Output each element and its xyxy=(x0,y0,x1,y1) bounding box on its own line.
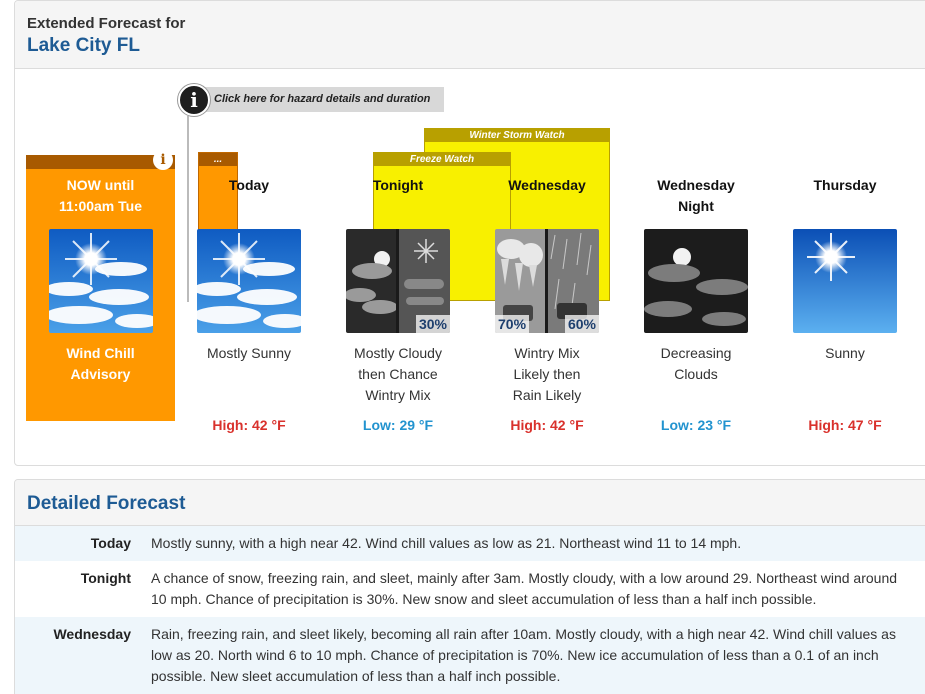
now-period-line2: 11:00am Tue xyxy=(58,198,142,214)
hazard-details-link[interactable]: Click here for hazard details and duration xyxy=(192,87,444,112)
short-line1: Mostly Cloudy xyxy=(354,345,442,361)
short-line2: then Chance xyxy=(358,366,438,382)
detailed-forecast-panel xyxy=(14,479,925,694)
forecast-tombstone-wednesday-night[interactable] xyxy=(626,175,766,435)
forecast-tombstone-thursday[interactable] xyxy=(775,175,915,435)
now-advisory-text xyxy=(26,343,175,385)
short-line1: Sunny xyxy=(825,345,865,361)
mostly-sunny-icon xyxy=(49,229,153,333)
detailed-row xyxy=(15,561,925,617)
precip-chance-right: 60% xyxy=(565,315,599,333)
precip-chance-left: 70% xyxy=(495,315,529,333)
tombstone-temp: Low: 23 °F xyxy=(660,417,732,433)
period-line1: Today xyxy=(228,177,270,193)
freeze-watch-tag: Freeze Watch xyxy=(374,153,510,166)
short-line2: Clouds xyxy=(674,366,718,382)
night-cloudy-wintry-mix-icon xyxy=(346,229,450,333)
night-decreasing-clouds-icon xyxy=(644,229,748,333)
extended-forecast-heading xyxy=(15,1,925,69)
short-line2: Likely then xyxy=(513,366,581,382)
location-title: Lake City FL xyxy=(27,35,140,56)
tombstone-short-desc xyxy=(179,343,319,415)
detailed-row-label: Today xyxy=(90,535,131,551)
now-advisory-column[interactable] xyxy=(26,152,175,421)
detailed-row-label: Wednesday xyxy=(53,626,131,642)
detailed-row-text: Rain, freezing rain, and sleet likely, becoming all rain after 10am. Mostly cloudy, with a high near 42. Wind chill values as low as 20. North wind 6 to 10 mph. Chance of precipitation is 70%. New ice accumulation of less than a 0.1 of an inch possible. New sleet accumulation of less than a half inch possible. xyxy=(151,626,896,684)
now-period-line1: NOW until xyxy=(66,177,135,193)
hazard-info-icon[interactable]: i xyxy=(178,84,210,116)
precip-chance-right: 30% xyxy=(416,315,450,333)
tombstone-short-desc xyxy=(626,343,766,415)
forecast-tombstone-tonight[interactable] xyxy=(328,175,468,435)
short-line3: Wintry Mix xyxy=(365,387,431,403)
short-line1: Wintry Mix xyxy=(514,345,580,361)
tombstone-period xyxy=(775,175,915,227)
tombstone-period xyxy=(477,175,617,227)
period-line1: Wednesday xyxy=(657,177,735,193)
forecast-tombstone-today[interactable] xyxy=(179,175,319,435)
tombstone-period xyxy=(179,175,319,227)
tombstone-temp: High: 47 °F xyxy=(808,417,882,433)
tombstone-temp: Low: 29 °F xyxy=(362,417,434,433)
period-line1: Tonight xyxy=(372,177,424,193)
tombstone-short-desc xyxy=(328,343,468,415)
wintry-mix-rain-icon xyxy=(495,229,599,333)
short-line1: Mostly Sunny xyxy=(206,345,292,361)
forecast-tombstone-wednesday[interactable] xyxy=(477,175,617,435)
tombstone-period xyxy=(328,175,468,227)
wind-chill-advisory-tag: ... xyxy=(199,153,237,166)
short-line1: Decreasing xyxy=(660,345,732,361)
advisory-info-icon[interactable]: i xyxy=(153,150,173,170)
period-line1: Thursday xyxy=(813,177,877,193)
period-line1: Wednesday xyxy=(508,177,586,193)
detailed-forecast-title: Detailed Forecast xyxy=(15,480,925,526)
tombstone-temp: High: 42 °F xyxy=(212,417,286,433)
detailed-row xyxy=(15,526,925,561)
mostly-sunny-icon xyxy=(197,229,301,333)
short-line3: Rain Likely xyxy=(512,387,582,403)
period-line2: Night xyxy=(678,198,714,214)
now-short-line2: Advisory xyxy=(70,366,131,382)
detailed-row-text: A chance of snow, freezing rain, and sleet, mainly after 3am. Mostly cloudy, with a low around 29. Northeast wind around 10 mph. Chance of precipitation is 30%. New snow and sleet accumulation of less than a half inch possible. xyxy=(151,570,898,607)
tombstone-short-desc xyxy=(477,343,617,415)
tombstone-short-desc xyxy=(775,343,915,415)
sunny-icon xyxy=(793,229,897,333)
tombstone-period xyxy=(626,175,766,227)
detailed-row-label: Tonight xyxy=(80,570,131,586)
now-short-line1: Wind Chill xyxy=(66,345,135,361)
detailed-row xyxy=(15,617,925,694)
extended-forecast-label: Extended Forecast for xyxy=(27,15,186,32)
detailed-row-text: Mostly sunny, with a high near 42. Wind chill values as low as 21. Northeast wind 11 to 14 mph. xyxy=(151,535,742,551)
winter-storm-watch-tag: Winter Storm Watch xyxy=(425,129,609,142)
tombstone-temp: High: 42 °F xyxy=(510,417,584,433)
now-period xyxy=(26,175,175,217)
